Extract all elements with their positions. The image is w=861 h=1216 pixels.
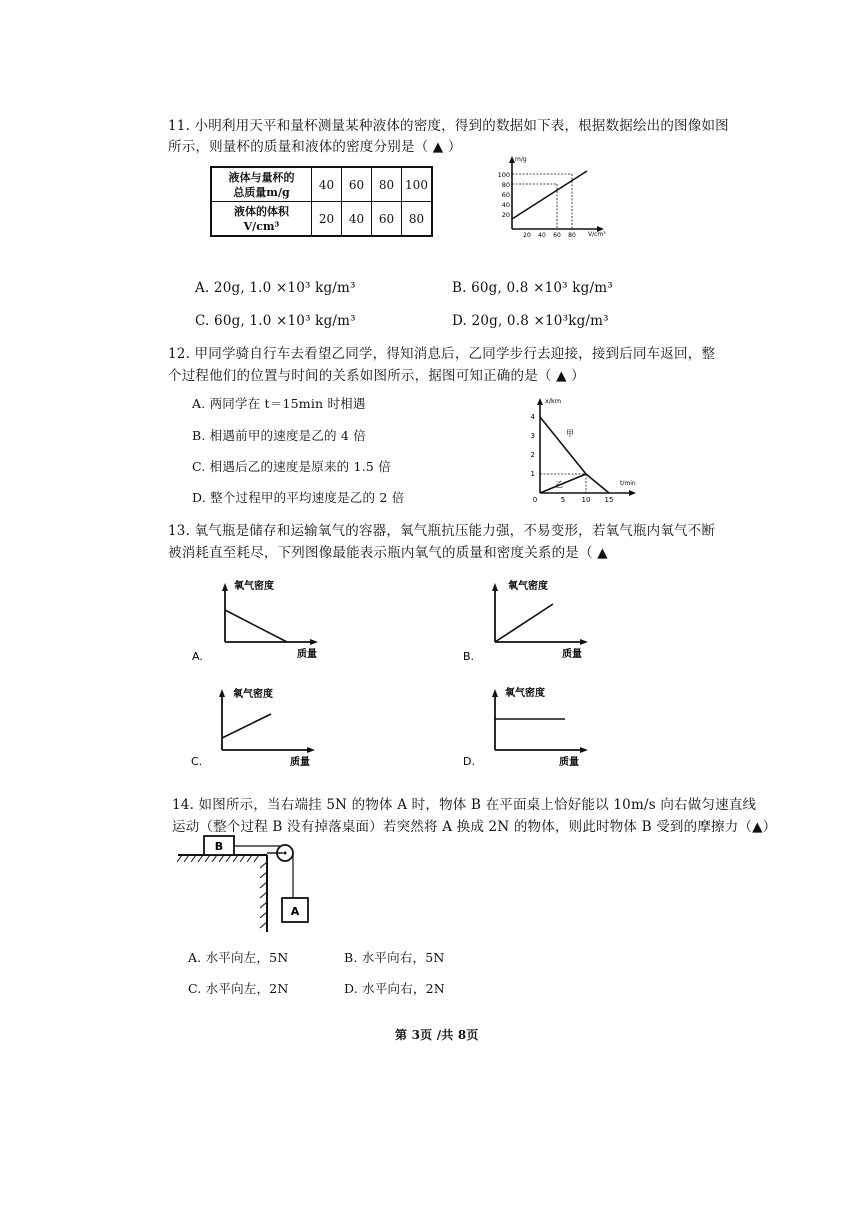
- graph-label-c: C.: [191, 755, 203, 768]
- table-header-volume-line1: 液体的体积: [234, 204, 289, 218]
- table-hatch: [177, 855, 259, 862]
- y-axis-label: 氧气密度: [505, 688, 545, 699]
- x-axis-arrow: [629, 490, 636, 496]
- x-axis-arrow: [580, 747, 588, 753]
- block-a-label: A: [290, 905, 300, 918]
- y-tick-label: 80: [501, 181, 510, 189]
- q11-data-table: [210, 166, 433, 237]
- x-tick-label: 20: [523, 232, 531, 239]
- q13-graph-b: [463, 579, 588, 663]
- data-line: [512, 171, 587, 219]
- table-row: [211, 202, 432, 237]
- y-axis-label: 氧气密度: [508, 581, 548, 592]
- q14-pulley-diagram: [170, 830, 320, 935]
- y-axis-unit: m/g: [515, 156, 527, 163]
- x-axis-unit: V/cm³: [588, 231, 606, 238]
- x-tick-label: 5: [560, 496, 566, 504]
- table-header-volume: [211, 202, 312, 237]
- table-header-mass-line2: 总质量m/g: [233, 185, 290, 199]
- q11-option-d: D. 20g, 0.8 ×10³kg/m³: [452, 313, 609, 329]
- q11-option-c: C. 60g, 1.0 ×10³ kg/m³: [195, 313, 356, 329]
- x-tick-label: 10: [581, 496, 591, 504]
- graph-label-b: B.: [463, 650, 475, 663]
- table-cell: 40: [342, 202, 372, 237]
- q13-stem-line1: 13. 氧气瓶是储存和运输氧气的容器，氧气瓶抗压能力强，不易变形，若氧气瓶内氧气不断: [168, 523, 716, 539]
- page-footer: 第 3页 /共 8页: [395, 1028, 479, 1042]
- label-yi: 乙: [555, 480, 563, 489]
- graph-line: [495, 604, 553, 642]
- x-tick-label: 60: [553, 232, 561, 239]
- q12-option-d: D. 整个过程甲的平均速度是乙的 2 倍: [192, 490, 405, 505]
- q11-option-a: A. 20g, 1.0 ×10³ kg/m³: [195, 280, 356, 296]
- pulley-axle: [284, 852, 287, 855]
- table-cell: 100: [402, 167, 433, 202]
- table-cell: 60: [342, 167, 372, 202]
- line-yi: [540, 474, 586, 493]
- q12-position-time-graph: [520, 388, 650, 503]
- x-axis-label: 质量: [297, 649, 317, 660]
- q12-stem-line2: 个过程他们的位置与时间的关系如图所示，据图可知正确的是（ ▲ ）: [168, 368, 585, 384]
- x-tick-label: 40: [538, 232, 546, 239]
- table-cell: 80: [372, 167, 402, 202]
- q11-stem-line1: 11. 小明利用天平和量杯测量某种液体的密度，得到的数据如下表，根据数据绘出的图像如图: [168, 118, 729, 134]
- q13-graph-c: [191, 687, 315, 768]
- q13-option-graphs: [180, 570, 700, 780]
- x-axis-label: 质量: [290, 757, 310, 768]
- table-header-volume-line2: V/cm³: [243, 219, 280, 233]
- y-tick-label: 40: [501, 201, 510, 209]
- y-tick-label: 100: [497, 171, 510, 179]
- wall-hatch: [260, 862, 267, 928]
- q14-option-a: A. 水平向左，5N: [188, 950, 289, 965]
- table-header-mass: [211, 167, 312, 202]
- q11-mass-volume-graph: [480, 150, 640, 250]
- line-jia: [540, 417, 586, 474]
- table-header-mass-line1: 液体与量杯的: [228, 170, 295, 184]
- q14-stem-line2: 运动（整个过程 B 没有掉落桌面）若突然将 A 换成 2N 的物体，则此时物体 B 受到的摩擦力（▲）: [172, 819, 777, 835]
- y-tick-label: 3: [530, 432, 535, 440]
- line-return: [586, 474, 609, 493]
- q14-option-c: C. 水平向左，2N: [188, 981, 289, 996]
- label-jia: 甲: [566, 429, 574, 438]
- graph-line: [225, 610, 287, 642]
- y-axis-arrow: [492, 583, 498, 591]
- q11-option-b: B. 60g, 0.8 ×10³ kg/m³: [452, 280, 613, 296]
- graph-label-d: D.: [463, 755, 475, 768]
- x-axis-label: 质量: [559, 757, 579, 768]
- x-axis-arrow: [310, 639, 318, 645]
- q12-option-c: C. 相遇后乙的速度是原来的 1.5 倍: [192, 459, 391, 474]
- block-b-label: B: [214, 840, 224, 853]
- q13-graph-d: [463, 686, 588, 768]
- y-tick-label: 60: [501, 191, 510, 199]
- y-axis-arrow: [537, 398, 543, 405]
- x-axis-arrow: [307, 747, 315, 753]
- table-cell: 80: [402, 202, 433, 237]
- q13-graph-a: [192, 579, 318, 663]
- graph-line: [222, 714, 271, 738]
- x-axis-arrow: [580, 639, 588, 645]
- table-cell: 60: [372, 202, 402, 237]
- y-axis-label: 氧气密度: [233, 689, 273, 700]
- y-axis-unit: x/km: [545, 397, 562, 405]
- y-tick-label: 2: [530, 451, 535, 459]
- table-row: [211, 167, 432, 202]
- q12-option-a: A. 两同学在 t＝15min 时相遇: [192, 396, 366, 411]
- y-axis-arrow: [222, 583, 228, 591]
- y-axis-arrow: [492, 689, 498, 697]
- x-tick-label: 0: [532, 496, 538, 504]
- y-tick-label: 1: [530, 470, 535, 478]
- y-axis-label: 氧气密度: [234, 581, 274, 592]
- table-cell: 20: [312, 202, 342, 237]
- q14-stem-line1: 14. 如图所示，当右端挂 5N 的物体 A 时，物体 B 在平面桌上恰好能以 10m/s 向右做匀速直线: [172, 797, 757, 813]
- q14-option-d: D. 水平向右，2N: [344, 981, 445, 996]
- table-cell: 40: [312, 167, 342, 202]
- graph-label-a: A.: [192, 650, 203, 663]
- y-tick-label: 20: [501, 211, 510, 219]
- x-tick-label: 15: [604, 496, 614, 504]
- q12-stem-line1: 12. 甲同学骑自行车去看望乙同学，得知消息后，乙同学步行去迎接，接到后同车返回，整: [168, 346, 716, 362]
- y-tick-label: 4: [530, 413, 535, 421]
- q13-stem-line2: 被消耗直至耗尽，下列图像最能表示瓶内氧气的质量和密度关系的是（ ▲: [168, 545, 608, 561]
- q12-option-b: B. 相遇前甲的速度是乙的 4 倍: [192, 428, 366, 443]
- x-axis-unit: t/min: [620, 480, 636, 487]
- x-tick-label: 80: [568, 232, 576, 239]
- q14-option-b: B. 水平向右，5N: [344, 950, 445, 965]
- x-axis-label: 质量: [562, 649, 582, 660]
- q11-stem-line2: 所示，则量杯的质量和液体的密度分别是（ ▲ ）: [168, 139, 462, 155]
- y-axis-arrow: [219, 689, 225, 697]
